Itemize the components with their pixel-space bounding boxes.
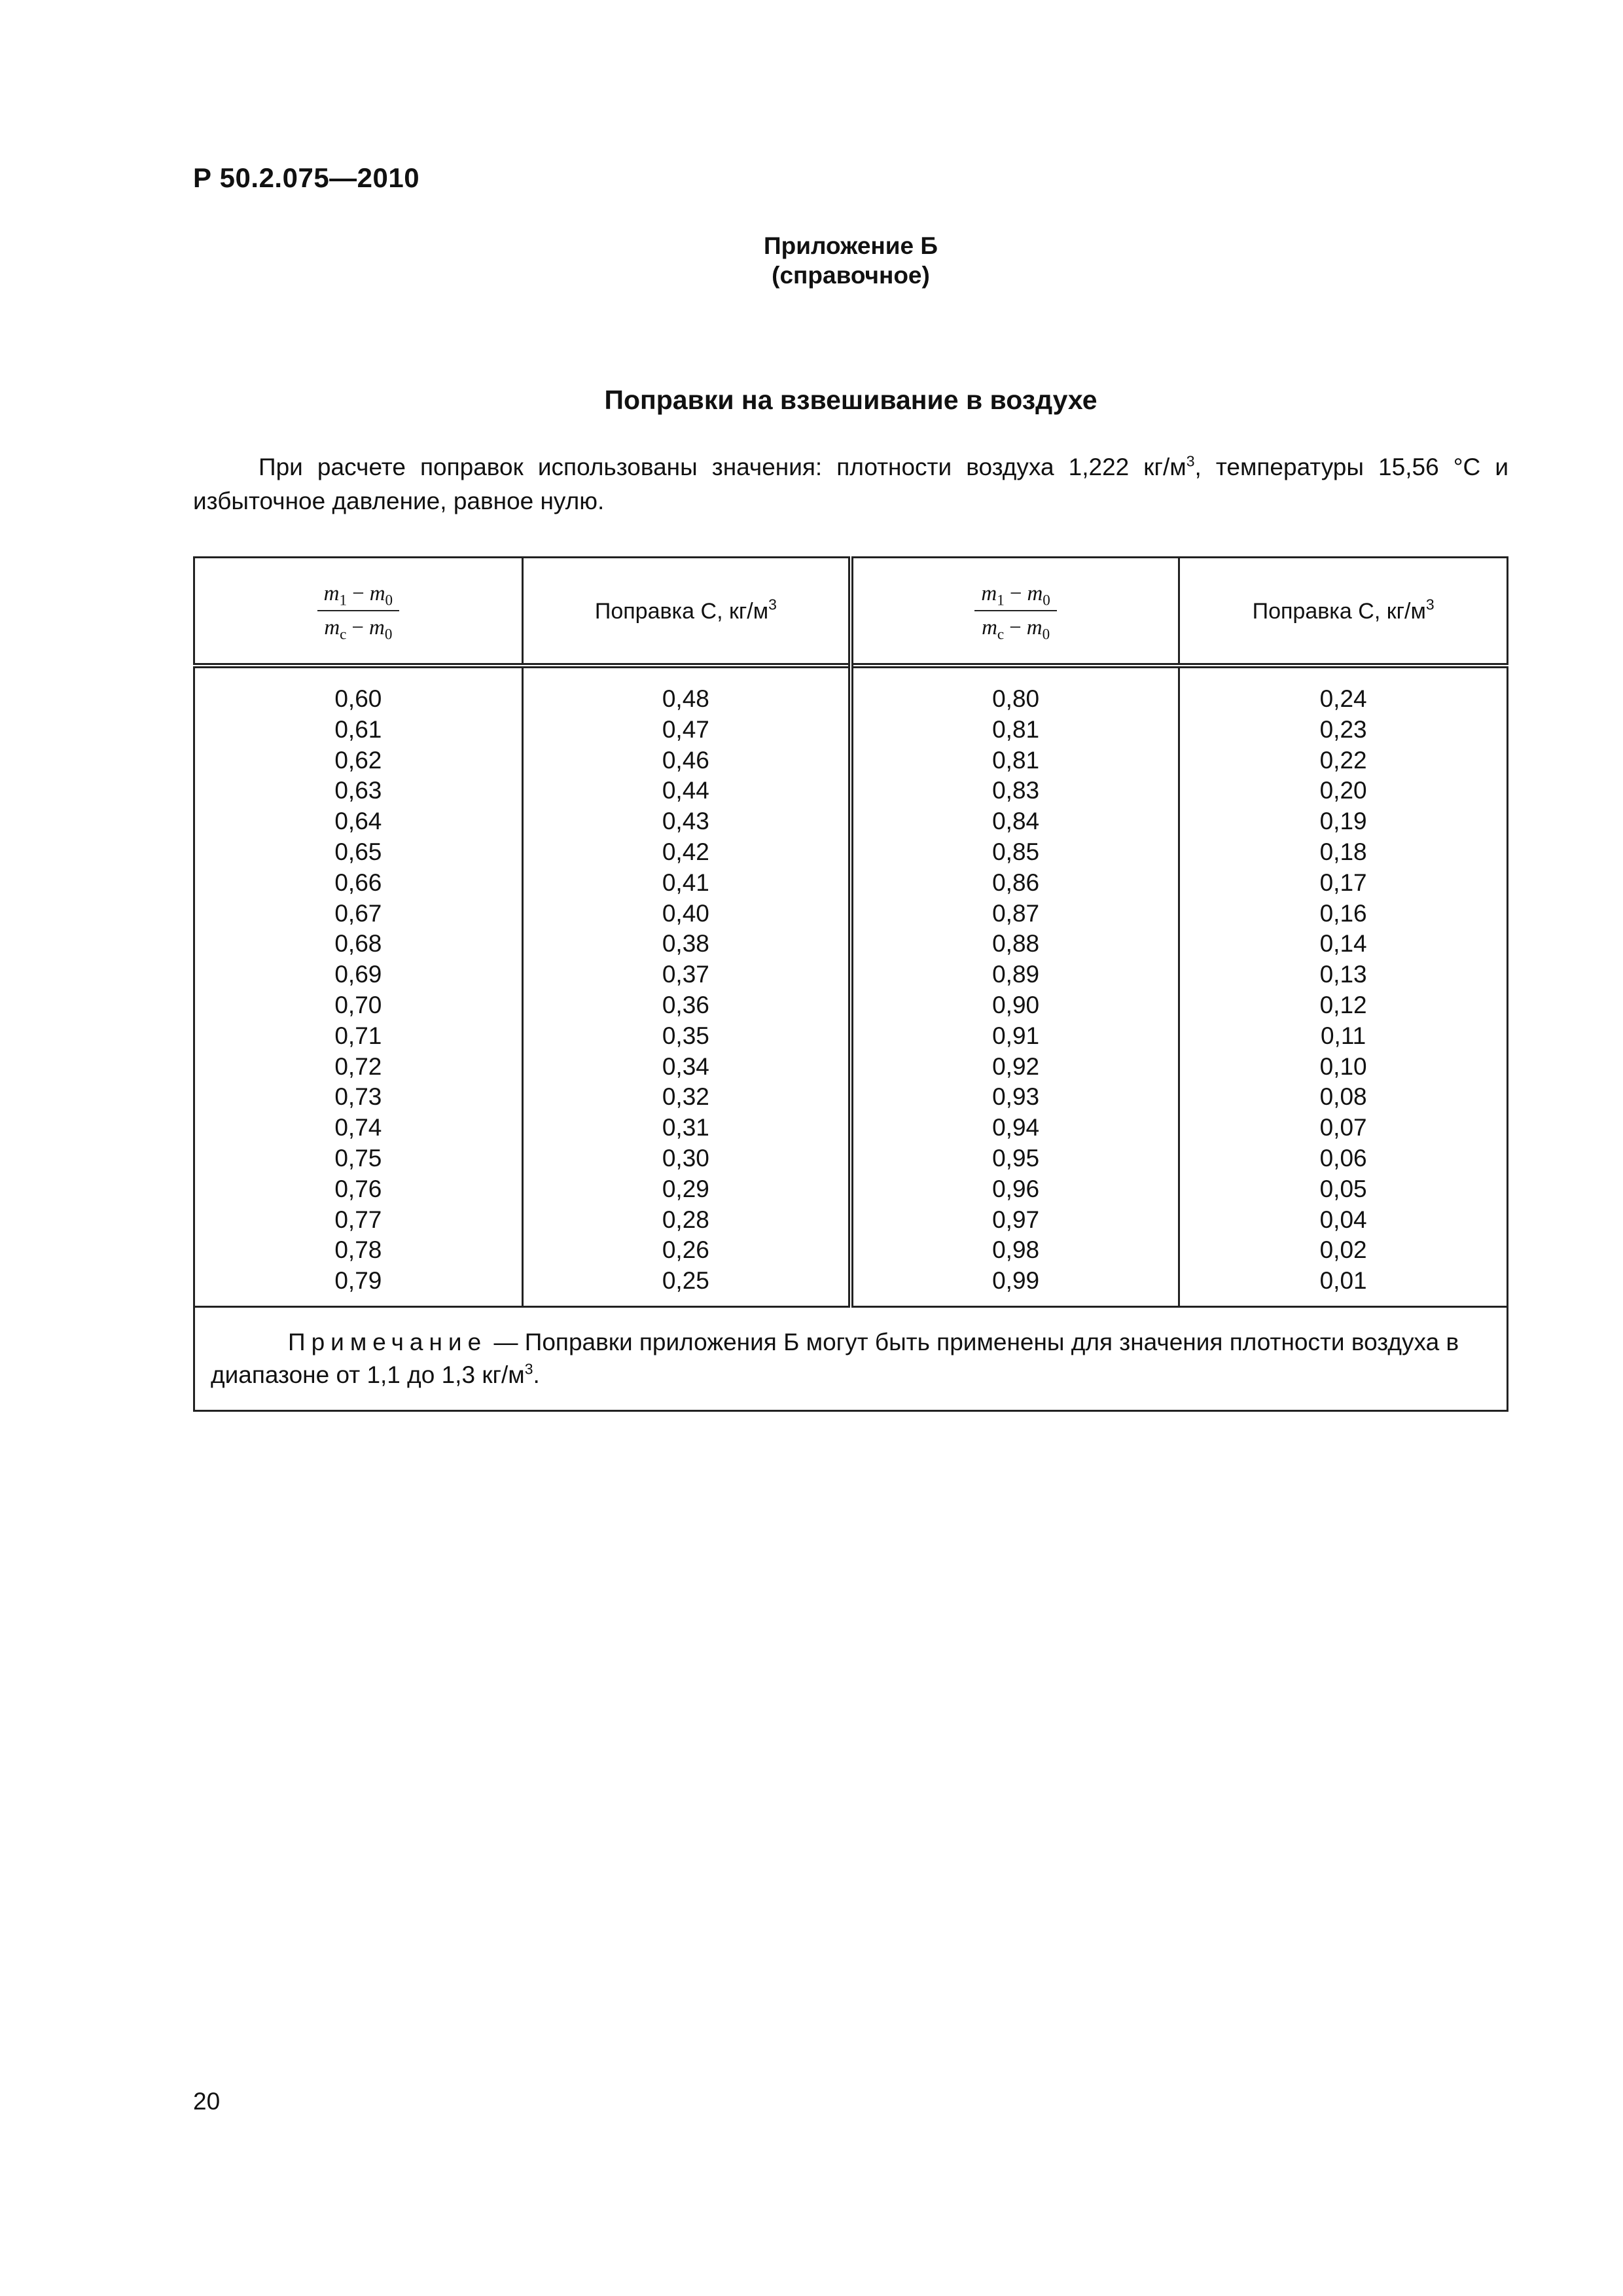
intro-text-2: , температуры 15,56 °С и избыточное давление, равное нулю. — [193, 454, 1508, 514]
table-cell: 0,95 — [992, 1144, 1040, 1172]
table-cell: 0,36 — [662, 991, 709, 1018]
table-cell: 0,83 — [992, 777, 1040, 804]
table-cell: 0,66 — [334, 869, 382, 896]
table-cell: 0,93 — [992, 1083, 1040, 1111]
fraction-denominator: $m_с - m_0$ — [324, 616, 393, 643]
table-cell: 0,97 — [992, 1206, 1040, 1233]
table-data-row — [194, 666, 1508, 1306]
table-cell: 0,37 — [662, 961, 709, 988]
appendix-title: Приложение Б — [764, 232, 938, 259]
fraction-numerator: $m_1 - m_0$ — [317, 577, 399, 611]
table-cell: 0,72 — [334, 1052, 382, 1080]
table-cell: 0,25 — [662, 1267, 709, 1295]
table-cell: 0,16 — [1319, 899, 1367, 927]
table-cell: 0,24 — [1319, 685, 1367, 712]
document-code: Р 50.2.075—2010 — [193, 162, 420, 193]
table-cell: 0,67 — [334, 899, 382, 927]
ratio-fraction — [317, 577, 399, 644]
ratio-fraction — [974, 577, 1056, 644]
table-cell: 0,68 — [334, 930, 382, 958]
page-number: 20 — [193, 2088, 221, 2115]
table-note-row — [194, 1306, 1508, 1410]
table-cell: 0,19 — [1319, 808, 1367, 835]
intro-text-1: При расчете поправок использованы значения: плотности воздуха 1,222 кг/м — [259, 454, 1186, 480]
table-cell: 0,86 — [992, 869, 1040, 896]
table-cell: 0,80 — [992, 685, 1040, 712]
table-cell: 0,43 — [662, 808, 709, 835]
header-ratio-2 — [851, 558, 1179, 666]
table-cell: 0,70 — [334, 991, 382, 1018]
table-cell: 0,63 — [334, 777, 382, 804]
table-cell: 0,44 — [662, 777, 709, 804]
corrections-table — [193, 556, 1508, 1412]
table-cell: 0,01 — [1319, 1267, 1367, 1295]
table-cell: 0,32 — [662, 1083, 709, 1111]
column-ratio-1 — [194, 666, 523, 1306]
table-cell: 0,88 — [992, 930, 1040, 958]
table-cell: 0,20 — [1319, 777, 1367, 804]
column-correction-2 — [1179, 666, 1508, 1306]
fraction-denominator: $m_с - m_0$ — [982, 616, 1050, 643]
table-cell: 0,30 — [662, 1144, 709, 1172]
table-cell: 0,28 — [662, 1206, 709, 1233]
table-cell: 0,79 — [334, 1267, 382, 1295]
table-cell: 0,38 — [662, 930, 709, 958]
intro-superscript: 3 — [1186, 452, 1195, 470]
table-cell: 0,61 — [334, 715, 382, 743]
table-cell: 0,98 — [992, 1236, 1040, 1264]
table-cell: 0,34 — [662, 1052, 709, 1080]
table-cell: 0,91 — [992, 1022, 1040, 1049]
column-correction-1 — [522, 666, 851, 1306]
table-cell: 0,29 — [662, 1175, 709, 1202]
table-cell: 0,65 — [334, 838, 382, 865]
table-cell: 0,41 — [662, 869, 709, 896]
table-header-row — [194, 558, 1508, 666]
table-cell: 0,10 — [1319, 1052, 1367, 1080]
table-cell: 0,74 — [334, 1114, 382, 1141]
table-cell: 0,05 — [1319, 1175, 1367, 1202]
table-cell: 0,99 — [992, 1267, 1040, 1295]
table-cell: 0,85 — [992, 838, 1040, 865]
table-cell: 0,22 — [1319, 746, 1367, 774]
table-cell: 0,96 — [992, 1175, 1040, 1202]
table-cell: 0,48 — [662, 685, 709, 712]
note-superscript: 3 — [524, 1360, 533, 1378]
corrections-table-wrapper — [193, 556, 1508, 1412]
table-cell: 0,13 — [1319, 961, 1367, 988]
table-cell: 0,12 — [1319, 991, 1367, 1018]
table-cell: 0,90 — [992, 991, 1040, 1018]
table-cell: 0,75 — [334, 1144, 382, 1172]
table-cell: 0,71 — [334, 1022, 382, 1049]
table-cell: 0,78 — [334, 1236, 382, 1264]
intro-paragraph — [193, 450, 1508, 518]
table-cell: 0,18 — [1319, 838, 1367, 865]
table-cell: 0,23 — [1319, 715, 1367, 743]
table-cell: 0,06 — [1319, 1144, 1367, 1172]
table-cell: 0,60 — [334, 685, 382, 712]
table-cell: 0,62 — [334, 746, 382, 774]
table-cell: 0,89 — [992, 961, 1040, 988]
table-cell: 0,17 — [1319, 869, 1367, 896]
table-cell: 0,81 — [992, 715, 1040, 743]
column-ratio-2 — [851, 666, 1179, 1306]
table-cell: 0,47 — [662, 715, 709, 743]
section-title: Поправки на взвешивание в воздухе — [604, 385, 1097, 415]
table-cell: 0,94 — [992, 1114, 1040, 1141]
table-cell: 0,87 — [992, 899, 1040, 927]
note-label: Примечание — [288, 1328, 488, 1355]
table-cell: 0,07 — [1319, 1114, 1367, 1141]
table-cell: 0,11 — [1320, 1022, 1366, 1049]
table-cell: 0,04 — [1319, 1206, 1367, 1233]
table-cell: 0,42 — [662, 838, 709, 865]
table-note: Примечание — Поправки приложения Б могут быть применены для значения плотности воздуха в диапазоне от 1,1 до 1,3 $кг/м^3$. — [194, 1306, 1508, 1410]
table-cell: 0,26 — [662, 1236, 709, 1264]
table-cell: 0,69 — [334, 961, 382, 988]
table-cell: 0,64 — [334, 808, 382, 835]
table-cell: 0,81 — [992, 746, 1040, 774]
table-cell: 0,77 — [334, 1206, 382, 1233]
table-cell: 0,14 — [1319, 930, 1367, 958]
table-cell: 0,73 — [334, 1083, 382, 1111]
header-ratio-1 — [194, 558, 523, 666]
header-correction-1: Поправка С, $кг/м^3$ — [522, 558, 851, 666]
table-cell: 0,84 — [992, 808, 1040, 835]
table-cell: 0,08 — [1319, 1083, 1367, 1111]
table-cell: 0,92 — [992, 1052, 1040, 1080]
appendix-type: (справочное) — [772, 262, 930, 289]
fraction-numerator: $m_1 - m_0$ — [974, 577, 1056, 611]
table-cell: 0,35 — [662, 1022, 709, 1049]
table-cell: 0,76 — [334, 1175, 382, 1202]
note-text: — Поправки приложения Б могут быть применены для значения плотности воздуха в диапазоне от 1,1 до 1,3 кг/м — [211, 1328, 1459, 1388]
table-cell: 0,40 — [662, 899, 709, 927]
table-cell: 0,46 — [662, 746, 709, 774]
table-cell: 0,02 — [1319, 1236, 1367, 1264]
table-cell: 0,31 — [662, 1114, 709, 1141]
header-correction-2: Поправка С, $кг/м^3$ — [1179, 558, 1508, 666]
